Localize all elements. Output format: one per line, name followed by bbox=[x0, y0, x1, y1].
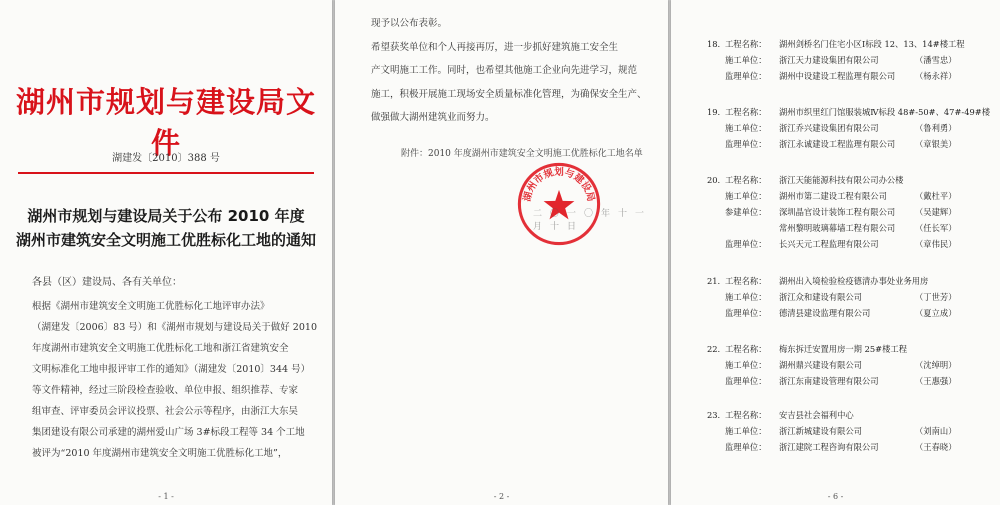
document-page-6 bbox=[671, 0, 1000, 505]
official-seal bbox=[515, 160, 603, 248]
responsible-person: （潘雪忠） bbox=[915, 55, 957, 65]
field-label: 工程名称： bbox=[725, 276, 767, 286]
body-line: 根据《湖州市建筑安全文明施工优胜标化工地评审办法》 bbox=[32, 301, 270, 312]
responsible-person: （杨永祥） bbox=[915, 71, 957, 81]
entry-number: 18. bbox=[707, 39, 721, 49]
field-label: 工程名称： bbox=[725, 344, 767, 354]
responsible-person: （刘南山） bbox=[915, 426, 957, 436]
list-item bbox=[707, 104, 997, 152]
field-label: 监理单位： bbox=[725, 139, 767, 149]
field-label: 施工单位： bbox=[725, 292, 767, 302]
project-name: 湖州剑桥名门住宅小区Ⅰ标段 12、13、14#楼工程 bbox=[779, 39, 965, 49]
responsible-person: （戴杜平） bbox=[915, 191, 957, 201]
responsible-person: （章银美） bbox=[915, 139, 957, 149]
list-item bbox=[707, 407, 997, 455]
body-line: 希望获奖单位和个人再接再厉，进一步抓好建筑施工安全生 bbox=[371, 41, 619, 53]
entry-number: 19. bbox=[707, 107, 721, 117]
responsible-person: （王惠强） bbox=[915, 376, 957, 386]
red-divider-line bbox=[18, 172, 314, 174]
responsible-person: （吴建辉） bbox=[915, 207, 957, 217]
field-label: 监理单位： bbox=[725, 239, 767, 249]
body-line: 文明标准化工地申报评审工作的通知》（湖建发〔2010〕344 号） bbox=[32, 364, 311, 375]
supervision-company: 长兴天元工程监理有限公司 bbox=[779, 239, 879, 249]
page-number: - 2 - bbox=[493, 492, 510, 501]
responsible-person: （鲁利勇） bbox=[915, 123, 957, 133]
body-line: （湖建发〔2006〕83 号）和《湖州市规划与建设局关于做好 2010 bbox=[32, 322, 317, 333]
supervision-company: 浙江东南建设管理有限公司 bbox=[779, 376, 879, 386]
field-label: 监理单位： bbox=[725, 308, 767, 318]
document-number: 湖建发〔2010〕388 号 bbox=[112, 153, 220, 164]
responsible-person: （王春晓） bbox=[915, 442, 957, 452]
body-line: 等文件精神，经过三阶段检查验收、单位申报、组织推荐、专家 bbox=[32, 385, 299, 396]
construction-company: 湖州鼎兴建设有限公司 bbox=[779, 360, 862, 370]
field-label: 施工单位： bbox=[725, 360, 767, 370]
project-name: 湖州出入境检验检疫德清办事处业务用房 bbox=[779, 276, 929, 286]
field-label: 工程名称： bbox=[725, 410, 767, 420]
supervision-company: 湖州中设建设工程监理有限公司 bbox=[779, 71, 896, 81]
entry-number: 22. bbox=[707, 344, 721, 354]
supervision-company: 浙江永诚建设工程监理有限公司 bbox=[779, 139, 896, 149]
field-label: 监理单位： bbox=[725, 71, 767, 81]
supervision-company: 德清县建设监理有限公司 bbox=[779, 308, 871, 318]
field-label: 施工单位： bbox=[725, 55, 767, 65]
field-label: 监理单位： bbox=[725, 376, 767, 386]
notice-title-line-2: 湖州市建筑安全文明施工优胜标化工地的通知 bbox=[15, 231, 316, 249]
participating-company: 常州黎明玻璃幕墙工程有限公司 bbox=[779, 223, 896, 233]
project-name: 安吉县社会福利中心 bbox=[779, 410, 854, 420]
field-label: 工程名称： bbox=[725, 175, 767, 185]
responsible-person: （丁世芳） bbox=[915, 292, 957, 302]
document-page-1 bbox=[0, 0, 332, 505]
body-text bbox=[32, 296, 320, 464]
signature-date: 二〇一〇年十一月十日 bbox=[533, 209, 653, 232]
responsible-person: （夏立成） bbox=[915, 308, 957, 318]
construction-company: 湖州市第二建设工程有限公司 bbox=[779, 191, 887, 201]
list-item bbox=[707, 273, 997, 321]
field-label: 施工单位： bbox=[725, 426, 767, 436]
addressee: 各县（区）建设局、各有关单位： bbox=[32, 277, 182, 288]
supervision-company: 浙江建院工程咨询有限公司 bbox=[779, 442, 879, 452]
list-item bbox=[707, 341, 997, 389]
responsible-person: （沈绰明） bbox=[915, 360, 957, 370]
body-line: 做强做大湖州建筑业而努力。 bbox=[371, 112, 495, 123]
list-item bbox=[707, 36, 997, 84]
body-line: 产文明施工工作。同时，也希望其他施工企业向先进学习，规范 bbox=[371, 65, 638, 76]
responsible-person: （任长军） bbox=[915, 223, 957, 233]
body-line: 集团建设有限公司承建的湖州爱山广场 3#标段工程等 34 个工地 bbox=[32, 427, 305, 438]
entry-number: 23. bbox=[707, 410, 721, 420]
notice-title-line-1: 湖州市规划与建设局关于公布 2010 年度 bbox=[27, 207, 305, 225]
field-label: 工程名称： bbox=[725, 107, 767, 117]
construction-company: 浙江新城建设有限公司 bbox=[779, 426, 862, 436]
construction-company: 浙江众和建设有限公司 bbox=[779, 292, 862, 302]
project-name: 浙江天能能源科技有限公司办公楼 bbox=[779, 175, 904, 185]
body-line: 年度湖州市建筑安全文明施工优胜标化工地和浙江省建筑安全 bbox=[32, 343, 289, 354]
body-line: 被评为“2010 年度湖州市建筑安全文明施工优胜标化工地”， bbox=[32, 448, 288, 459]
body-line: 施工，积极开展施工现场安全质量标准化管理，为确保安全生产、 bbox=[371, 88, 647, 100]
project-name: 湖州市织里红门馆服装城Ⅳ标段 48#-50#、47#-49#楼 bbox=[779, 107, 991, 117]
field-label: 参建单位： bbox=[725, 207, 767, 217]
body-text bbox=[371, 12, 661, 130]
page-number: - 6 - bbox=[827, 492, 844, 501]
project-name: 梅东拆迁安置用房一期 25#楼工程 bbox=[779, 344, 908, 354]
responsible-person: （章伟民） bbox=[915, 239, 957, 249]
entry-number: 21. bbox=[707, 276, 721, 286]
field-label: 施工单位： bbox=[725, 191, 767, 201]
participating-company: 深圳晶官设计装饰工程有限公司 bbox=[779, 207, 896, 217]
construction-company: 浙江乔兴建设集团有限公司 bbox=[779, 123, 879, 133]
notice-title bbox=[14, 204, 318, 252]
attachment-note: 附件：2010 年度湖州市建筑安全文明施工优胜标化工地名单 bbox=[401, 149, 643, 159]
field-label: 施工单位： bbox=[725, 123, 767, 133]
page-number: - 1 - bbox=[158, 492, 174, 501]
entry-number: 20. bbox=[707, 175, 721, 185]
field-label: 工程名称： bbox=[725, 39, 767, 49]
construction-company: 浙江天力建设集团有限公司 bbox=[779, 55, 879, 65]
letterhead-title: 湖州市规划与建设局文件 bbox=[16, 85, 317, 160]
body-line: 现予以公布表彰。 bbox=[371, 18, 448, 29]
document-page-2 bbox=[335, 0, 668, 505]
field-label: 监理单位： bbox=[725, 442, 767, 452]
list-item bbox=[707, 172, 997, 252]
seal-text: 湖州市规划与建设局 bbox=[521, 166, 597, 203]
body-line: 组审查、评审委员会评议投票、社会公示等程序，由浙江大东吴 bbox=[32, 406, 299, 417]
